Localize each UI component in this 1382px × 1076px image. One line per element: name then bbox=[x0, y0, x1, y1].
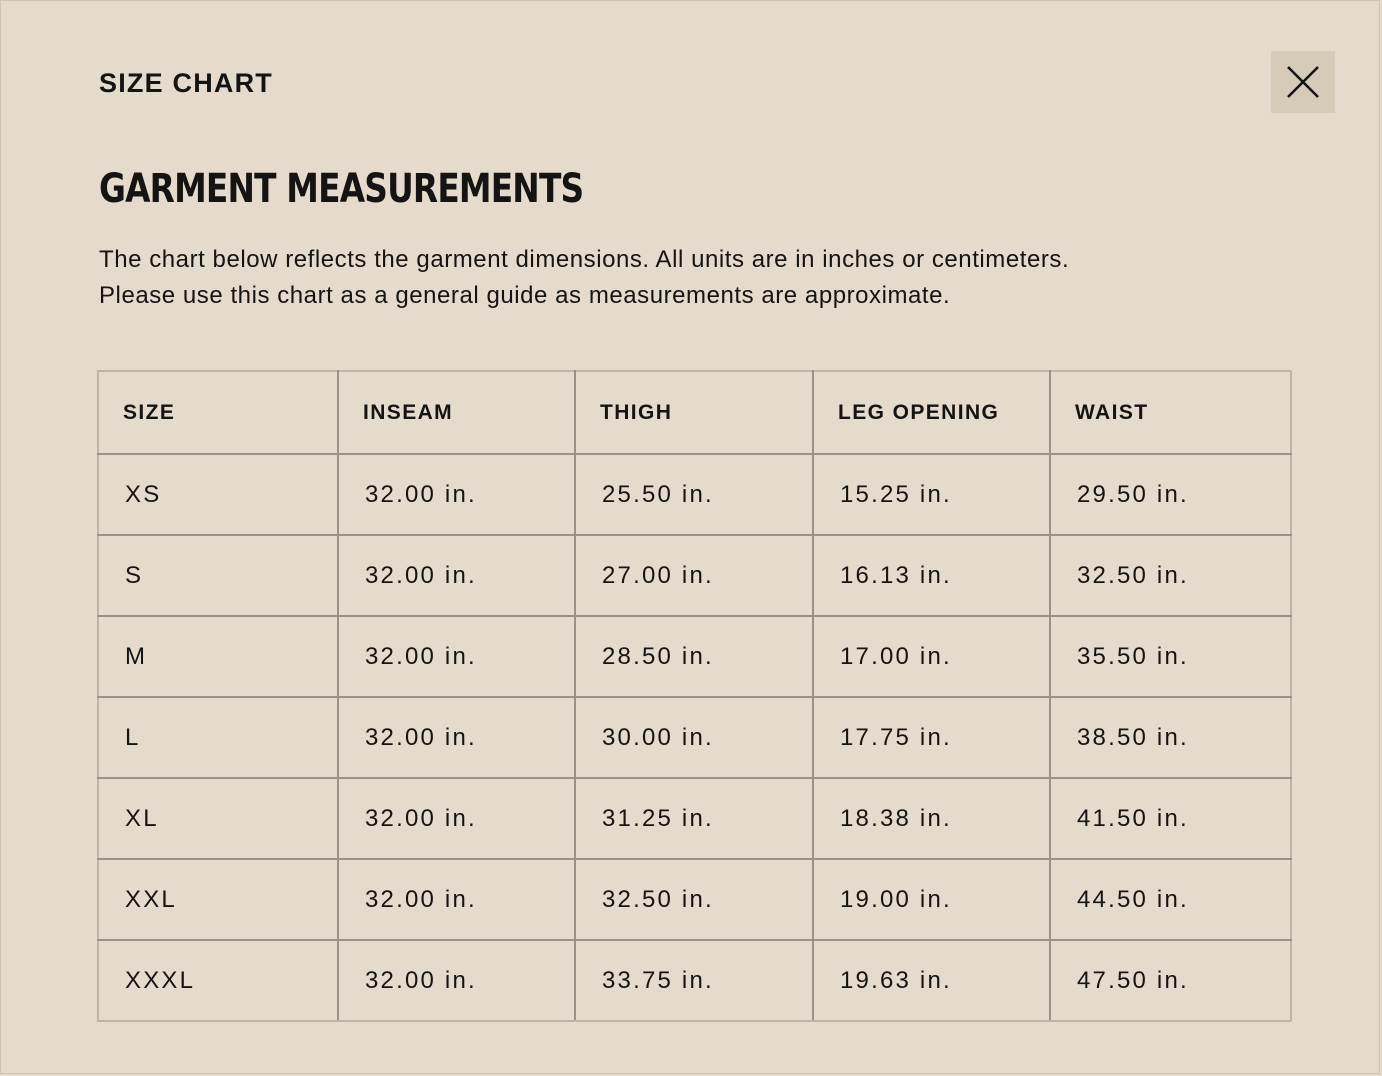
cell-waist: 41.50 in. bbox=[1050, 778, 1291, 859]
column-header-thigh: THIGH bbox=[575, 371, 813, 454]
cell-size: XXL bbox=[98, 859, 338, 940]
cell-leg-opening: 19.00 in. bbox=[813, 859, 1050, 940]
cell-inseam: 32.00 in. bbox=[338, 859, 575, 940]
cell-inseam: 32.00 in. bbox=[338, 535, 575, 616]
cell-thigh: 31.25 in. bbox=[575, 778, 813, 859]
cell-leg-opening: 18.38 in. bbox=[813, 778, 1050, 859]
description-line: Please use this chart as a general guide as measurements are approximate. bbox=[99, 282, 951, 309]
table-row bbox=[98, 535, 1291, 616]
section-heading: GARMENT MEASUREMENTS bbox=[99, 166, 584, 212]
cell-inseam: 32.00 in. bbox=[338, 616, 575, 697]
table-row bbox=[98, 778, 1291, 859]
cell-leg-opening: 19.63 in. bbox=[813, 940, 1050, 1021]
cell-thigh: 33.75 in. bbox=[575, 940, 813, 1021]
cell-leg-opening: 17.75 in. bbox=[813, 697, 1050, 778]
close-icon bbox=[1286, 65, 1320, 99]
cell-size: M bbox=[98, 616, 338, 697]
cell-size: XXXL bbox=[98, 940, 338, 1021]
cell-thigh: 32.50 in. bbox=[575, 859, 813, 940]
close-button[interactable] bbox=[1271, 51, 1335, 113]
modal-title: SIZE CHART bbox=[99, 68, 273, 98]
cell-waist: 38.50 in. bbox=[1050, 697, 1291, 778]
section-description bbox=[99, 242, 1279, 314]
size-table bbox=[97, 370, 1292, 1022]
cell-inseam: 32.00 in. bbox=[338, 454, 575, 535]
cell-thigh: 27.00 in. bbox=[575, 535, 813, 616]
cell-thigh: 30.00 in. bbox=[575, 697, 813, 778]
table-row bbox=[98, 454, 1291, 535]
cell-leg-opening: 16.13 in. bbox=[813, 535, 1050, 616]
cell-inseam: 32.00 in. bbox=[338, 778, 575, 859]
cell-size: L bbox=[98, 697, 338, 778]
cell-waist: 35.50 in. bbox=[1050, 616, 1291, 697]
cell-waist: 47.50 in. bbox=[1050, 940, 1291, 1021]
cell-inseam: 32.00 in. bbox=[338, 697, 575, 778]
column-header-size: SIZE bbox=[98, 371, 338, 454]
table-row bbox=[98, 616, 1291, 697]
column-header-leg-opening: LEG OPENING bbox=[813, 371, 1050, 454]
cell-size: XS bbox=[98, 454, 338, 535]
cell-thigh: 25.50 in. bbox=[575, 454, 813, 535]
table-row bbox=[98, 940, 1291, 1021]
cell-size: XL bbox=[98, 778, 338, 859]
description-line: The chart below reflects the garment dimensions. All units are in inches or centimeters. bbox=[99, 246, 1070, 273]
cell-waist: 32.50 in. bbox=[1050, 535, 1291, 616]
cell-waist: 44.50 in. bbox=[1050, 859, 1291, 940]
column-header-waist: WAIST bbox=[1050, 371, 1291, 454]
cell-waist: 29.50 in. bbox=[1050, 454, 1291, 535]
table-row bbox=[98, 697, 1291, 778]
table-row bbox=[98, 859, 1291, 940]
cell-thigh: 28.50 in. bbox=[575, 616, 813, 697]
column-header-inseam: INSEAM bbox=[338, 371, 575, 454]
cell-leg-opening: 17.00 in. bbox=[813, 616, 1050, 697]
cell-inseam: 32.00 in. bbox=[338, 940, 575, 1021]
cell-size: S bbox=[98, 535, 338, 616]
table-header-row bbox=[98, 371, 1291, 454]
cell-leg-opening: 15.25 in. bbox=[813, 454, 1050, 535]
